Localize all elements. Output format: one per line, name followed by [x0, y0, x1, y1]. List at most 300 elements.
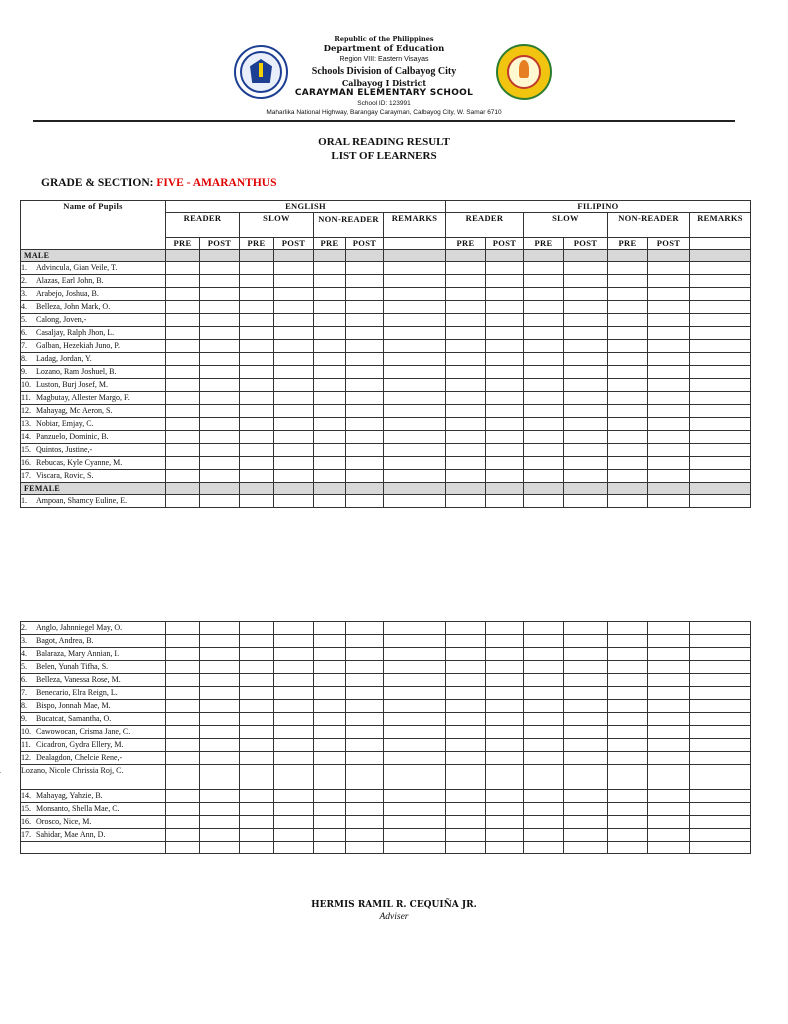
score-cell[interactable] [384, 752, 446, 765]
score-cell[interactable] [608, 353, 648, 366]
score-cell[interactable] [240, 470, 274, 483]
score-cell[interactable] [346, 275, 384, 288]
score-cell[interactable] [274, 392, 314, 405]
score-cell[interactable] [486, 405, 524, 418]
score-cell[interactable] [346, 366, 384, 379]
score-cell[interactable] [690, 301, 751, 314]
score-cell[interactable] [564, 470, 608, 483]
score-cell[interactable] [524, 275, 564, 288]
score-cell[interactable] [608, 327, 648, 340]
score-cell[interactable] [608, 648, 648, 661]
score-cell[interactable] [446, 829, 486, 842]
score-cell[interactable] [314, 829, 346, 842]
score-cell[interactable] [346, 635, 384, 648]
score-cell[interactable] [200, 648, 240, 661]
score-cell[interactable] [564, 405, 608, 418]
score-cell[interactable] [564, 379, 608, 392]
score-cell[interactable] [200, 752, 240, 765]
score-cell[interactable] [274, 803, 314, 816]
score-cell[interactable] [346, 648, 384, 661]
score-cell[interactable] [346, 470, 384, 483]
score-cell[interactable] [524, 661, 564, 674]
score-cell[interactable] [166, 495, 200, 508]
score-cell[interactable] [690, 314, 751, 327]
score-cell[interactable] [274, 366, 314, 379]
score-cell[interactable] [608, 829, 648, 842]
score-cell[interactable] [346, 379, 384, 392]
score-cell[interactable] [274, 327, 314, 340]
score-cell[interactable] [166, 392, 200, 405]
score-cell[interactable] [346, 340, 384, 353]
score-cell[interactable] [648, 635, 690, 648]
score-cell[interactable] [690, 340, 751, 353]
score-cell[interactable] [648, 327, 690, 340]
score-cell[interactable] [524, 353, 564, 366]
score-cell[interactable] [608, 713, 648, 726]
score-cell[interactable] [384, 661, 446, 674]
score-cell[interactable] [564, 457, 608, 470]
score-cell[interactable] [314, 353, 346, 366]
score-cell[interactable] [200, 444, 240, 457]
score-cell[interactable] [274, 405, 314, 418]
score-cell[interactable] [446, 816, 486, 829]
score-cell[interactable] [648, 674, 690, 687]
score-cell[interactable] [166, 622, 200, 635]
score-cell[interactable] [274, 314, 314, 327]
score-cell[interactable] [200, 622, 240, 635]
score-cell[interactable] [384, 327, 446, 340]
score-cell[interactable] [446, 661, 486, 674]
score-cell[interactable] [200, 790, 240, 803]
score-cell[interactable] [240, 353, 274, 366]
score-cell[interactable] [486, 700, 524, 713]
score-cell[interactable] [200, 431, 240, 444]
score-cell[interactable] [690, 661, 751, 674]
score-cell[interactable] [608, 418, 648, 431]
score-cell[interactable] [384, 739, 446, 752]
score-cell[interactable] [346, 790, 384, 803]
score-cell[interactable] [240, 803, 274, 816]
score-cell[interactable] [446, 752, 486, 765]
score-cell[interactable] [200, 418, 240, 431]
score-cell[interactable] [166, 444, 200, 457]
score-cell[interactable] [166, 418, 200, 431]
score-cell[interactable] [486, 340, 524, 353]
score-cell[interactable] [314, 457, 346, 470]
score-cell[interactable] [446, 405, 486, 418]
score-cell[interactable] [608, 379, 648, 392]
score-cell[interactable] [314, 301, 346, 314]
score-cell[interactable] [240, 674, 274, 687]
score-cell[interactable] [314, 648, 346, 661]
score-cell[interactable] [240, 314, 274, 327]
score-cell[interactable] [608, 635, 648, 648]
score-cell[interactable] [240, 379, 274, 392]
score-cell[interactable] [346, 752, 384, 765]
score-cell[interactable] [648, 457, 690, 470]
score-cell[interactable] [608, 431, 648, 444]
score-cell[interactable] [384, 366, 446, 379]
score-cell[interactable] [446, 700, 486, 713]
score-cell[interactable] [608, 457, 648, 470]
score-cell[interactable] [564, 713, 608, 726]
score-cell[interactable] [200, 726, 240, 739]
score-cell[interactable] [608, 752, 648, 765]
score-cell[interactable] [384, 340, 446, 353]
score-cell[interactable] [314, 752, 346, 765]
score-cell[interactable] [648, 829, 690, 842]
score-cell[interactable] [240, 457, 274, 470]
score-cell[interactable] [346, 726, 384, 739]
score-cell[interactable] [690, 470, 751, 483]
score-cell[interactable] [166, 275, 200, 288]
score-cell[interactable] [384, 314, 446, 327]
score-cell[interactable] [524, 495, 564, 508]
score-cell[interactable] [314, 803, 346, 816]
score-cell[interactable] [690, 765, 751, 790]
score-cell[interactable] [648, 314, 690, 327]
score-cell[interactable] [524, 444, 564, 457]
score-cell[interactable] [200, 275, 240, 288]
score-cell[interactable] [274, 700, 314, 713]
score-cell[interactable] [524, 674, 564, 687]
score-cell[interactable] [524, 739, 564, 752]
score-cell[interactable] [166, 661, 200, 674]
score-cell[interactable] [240, 726, 274, 739]
score-cell[interactable] [690, 790, 751, 803]
score-cell[interactable] [274, 635, 314, 648]
score-cell[interactable] [274, 418, 314, 431]
score-cell[interactable] [564, 700, 608, 713]
score-cell[interactable] [446, 301, 486, 314]
score-cell[interactable] [564, 829, 608, 842]
score-cell[interactable] [690, 700, 751, 713]
score-cell[interactable] [240, 752, 274, 765]
score-cell[interactable] [564, 752, 608, 765]
score-cell[interactable] [384, 765, 446, 790]
score-cell[interactable] [648, 405, 690, 418]
score-cell[interactable] [690, 392, 751, 405]
score-cell[interactable] [486, 739, 524, 752]
score-cell[interactable] [486, 648, 524, 661]
score-cell[interactable] [274, 726, 314, 739]
score-cell[interactable] [486, 622, 524, 635]
score-cell[interactable] [274, 816, 314, 829]
score-cell[interactable] [166, 353, 200, 366]
score-cell[interactable] [314, 340, 346, 353]
score-cell[interactable] [240, 405, 274, 418]
score-cell[interactable] [690, 288, 751, 301]
score-cell[interactable] [486, 635, 524, 648]
score-cell[interactable] [648, 726, 690, 739]
score-cell[interactable] [564, 340, 608, 353]
score-cell[interactable] [274, 353, 314, 366]
score-cell[interactable] [314, 314, 346, 327]
score-cell[interactable] [690, 739, 751, 752]
score-cell[interactable] [384, 431, 446, 444]
score-cell[interactable] [648, 495, 690, 508]
score-cell[interactable] [346, 674, 384, 687]
score-cell[interactable] [314, 739, 346, 752]
score-cell[interactable] [346, 418, 384, 431]
score-cell[interactable] [446, 444, 486, 457]
score-cell[interactable] [690, 379, 751, 392]
score-cell[interactable] [524, 379, 564, 392]
score-cell[interactable] [608, 790, 648, 803]
score-cell[interactable] [314, 366, 346, 379]
score-cell[interactable] [346, 713, 384, 726]
score-cell[interactable] [314, 790, 346, 803]
score-cell[interactable] [486, 457, 524, 470]
score-cell[interactable] [384, 700, 446, 713]
score-cell[interactable] [240, 661, 274, 674]
score-cell[interactable] [446, 470, 486, 483]
score-cell[interactable] [314, 726, 346, 739]
score-cell[interactable] [690, 444, 751, 457]
score-cell[interactable] [274, 622, 314, 635]
score-cell[interactable] [384, 790, 446, 803]
score-cell[interactable] [524, 790, 564, 803]
score-cell[interactable] [240, 366, 274, 379]
score-cell[interactable] [314, 687, 346, 700]
score-cell[interactable] [346, 829, 384, 842]
score-cell[interactable] [648, 340, 690, 353]
score-cell[interactable] [200, 635, 240, 648]
score-cell[interactable] [690, 327, 751, 340]
score-cell[interactable] [690, 405, 751, 418]
score-cell[interactable] [648, 765, 690, 790]
score-cell[interactable] [690, 622, 751, 635]
score-cell[interactable] [314, 635, 346, 648]
score-cell[interactable] [564, 495, 608, 508]
score-cell[interactable] [564, 790, 608, 803]
score-cell[interactable] [486, 288, 524, 301]
score-cell[interactable] [166, 765, 200, 790]
score-cell[interactable] [564, 622, 608, 635]
score-cell[interactable] [240, 765, 274, 790]
score-cell[interactable] [564, 418, 608, 431]
score-cell[interactable] [166, 301, 200, 314]
score-cell[interactable] [690, 275, 751, 288]
score-cell[interactable] [384, 674, 446, 687]
score-cell[interactable] [384, 829, 446, 842]
score-cell[interactable] [166, 739, 200, 752]
score-cell[interactable] [608, 366, 648, 379]
score-cell[interactable] [446, 635, 486, 648]
score-cell[interactable] [346, 495, 384, 508]
score-cell[interactable] [166, 635, 200, 648]
score-cell[interactable] [346, 661, 384, 674]
score-cell[interactable] [274, 444, 314, 457]
score-cell[interactable] [608, 288, 648, 301]
score-cell[interactable] [240, 275, 274, 288]
score-cell[interactable] [486, 803, 524, 816]
score-cell[interactable] [486, 275, 524, 288]
score-cell[interactable] [166, 713, 200, 726]
score-cell[interactable] [608, 661, 648, 674]
score-cell[interactable] [200, 457, 240, 470]
score-cell[interactable] [446, 366, 486, 379]
score-cell[interactable] [384, 275, 446, 288]
score-cell[interactable] [648, 418, 690, 431]
score-cell[interactable] [166, 431, 200, 444]
score-cell[interactable] [690, 829, 751, 842]
score-cell[interactable] [384, 379, 446, 392]
score-cell[interactable] [690, 431, 751, 444]
score-cell[interactable] [240, 288, 274, 301]
score-cell[interactable] [486, 470, 524, 483]
score-cell[interactable] [564, 288, 608, 301]
score-cell[interactable] [564, 444, 608, 457]
score-cell[interactable] [166, 366, 200, 379]
score-cell[interactable] [346, 431, 384, 444]
blank-cell[interactable] [648, 842, 690, 854]
score-cell[interactable] [608, 700, 648, 713]
score-cell[interactable] [690, 713, 751, 726]
score-cell[interactable] [274, 301, 314, 314]
score-cell[interactable] [166, 687, 200, 700]
score-cell[interactable] [486, 366, 524, 379]
score-cell[interactable] [384, 713, 446, 726]
score-cell[interactable] [200, 765, 240, 790]
score-cell[interactable] [346, 262, 384, 275]
score-cell[interactable] [564, 327, 608, 340]
score-cell[interactable] [446, 340, 486, 353]
blank-cell[interactable] [384, 842, 446, 854]
score-cell[interactable] [486, 726, 524, 739]
score-cell[interactable] [446, 790, 486, 803]
score-cell[interactable] [240, 327, 274, 340]
score-cell[interactable] [446, 495, 486, 508]
score-cell[interactable] [200, 301, 240, 314]
score-cell[interactable] [166, 340, 200, 353]
score-cell[interactable] [486, 816, 524, 829]
score-cell[interactable] [274, 470, 314, 483]
score-cell[interactable] [486, 301, 524, 314]
score-cell[interactable] [274, 713, 314, 726]
score-cell[interactable] [274, 648, 314, 661]
score-cell[interactable] [690, 816, 751, 829]
score-cell[interactable] [166, 700, 200, 713]
score-cell[interactable] [314, 418, 346, 431]
score-cell[interactable] [314, 816, 346, 829]
score-cell[interactable] [564, 431, 608, 444]
score-cell[interactable] [690, 366, 751, 379]
score-cell[interactable] [240, 713, 274, 726]
score-cell[interactable] [240, 648, 274, 661]
score-cell[interactable] [608, 622, 648, 635]
score-cell[interactable] [346, 622, 384, 635]
score-cell[interactable] [564, 314, 608, 327]
score-cell[interactable] [486, 379, 524, 392]
score-cell[interactable] [384, 288, 446, 301]
score-cell[interactable] [314, 392, 346, 405]
score-cell[interactable] [200, 392, 240, 405]
score-cell[interactable] [314, 405, 346, 418]
score-cell[interactable] [524, 366, 564, 379]
score-cell[interactable] [200, 288, 240, 301]
score-cell[interactable] [240, 431, 274, 444]
score-cell[interactable] [314, 700, 346, 713]
score-cell[interactable] [314, 431, 346, 444]
score-cell[interactable] [200, 803, 240, 816]
score-cell[interactable] [166, 648, 200, 661]
score-cell[interactable] [384, 687, 446, 700]
score-cell[interactable] [314, 765, 346, 790]
score-cell[interactable] [648, 700, 690, 713]
score-cell[interactable] [648, 803, 690, 816]
score-cell[interactable] [524, 314, 564, 327]
score-cell[interactable] [240, 495, 274, 508]
blank-cell[interactable] [240, 842, 274, 854]
score-cell[interactable] [346, 327, 384, 340]
score-cell[interactable] [200, 366, 240, 379]
score-cell[interactable] [564, 803, 608, 816]
blank-cell[interactable] [524, 842, 564, 854]
blank-cell[interactable] [346, 842, 384, 854]
score-cell[interactable] [486, 431, 524, 444]
score-cell[interactable] [446, 327, 486, 340]
score-cell[interactable] [608, 739, 648, 752]
score-cell[interactable] [524, 431, 564, 444]
score-cell[interactable] [524, 470, 564, 483]
score-cell[interactable] [166, 288, 200, 301]
score-cell[interactable] [648, 301, 690, 314]
score-cell[interactable] [564, 635, 608, 648]
score-cell[interactable] [524, 803, 564, 816]
score-cell[interactable] [166, 726, 200, 739]
blank-cell[interactable] [564, 842, 608, 854]
score-cell[interactable] [240, 790, 274, 803]
score-cell[interactable] [314, 495, 346, 508]
score-cell[interactable] [274, 340, 314, 353]
score-cell[interactable] [274, 661, 314, 674]
score-cell[interactable] [314, 327, 346, 340]
score-cell[interactable] [346, 392, 384, 405]
score-cell[interactable] [648, 275, 690, 288]
score-cell[interactable] [200, 674, 240, 687]
score-cell[interactable] [346, 739, 384, 752]
score-cell[interactable] [446, 262, 486, 275]
score-cell[interactable] [314, 713, 346, 726]
score-cell[interactable] [648, 790, 690, 803]
score-cell[interactable] [608, 495, 648, 508]
score-cell[interactable] [240, 739, 274, 752]
score-cell[interactable] [166, 379, 200, 392]
score-cell[interactable] [524, 816, 564, 829]
score-cell[interactable] [274, 739, 314, 752]
score-cell[interactable] [446, 418, 486, 431]
score-cell[interactable] [200, 314, 240, 327]
score-cell[interactable] [200, 340, 240, 353]
score-cell[interactable] [608, 765, 648, 790]
score-cell[interactable] [608, 275, 648, 288]
score-cell[interactable] [648, 379, 690, 392]
score-cell[interactable] [274, 829, 314, 842]
score-cell[interactable] [166, 829, 200, 842]
score-cell[interactable] [446, 687, 486, 700]
score-cell[interactable] [346, 314, 384, 327]
blank-cell[interactable] [166, 842, 200, 854]
score-cell[interactable] [564, 262, 608, 275]
score-cell[interactable] [384, 622, 446, 635]
score-cell[interactable] [524, 700, 564, 713]
score-cell[interactable] [648, 288, 690, 301]
score-cell[interactable] [274, 379, 314, 392]
score-cell[interactable] [384, 495, 446, 508]
blank-cell[interactable] [200, 842, 240, 854]
score-cell[interactable] [274, 431, 314, 444]
